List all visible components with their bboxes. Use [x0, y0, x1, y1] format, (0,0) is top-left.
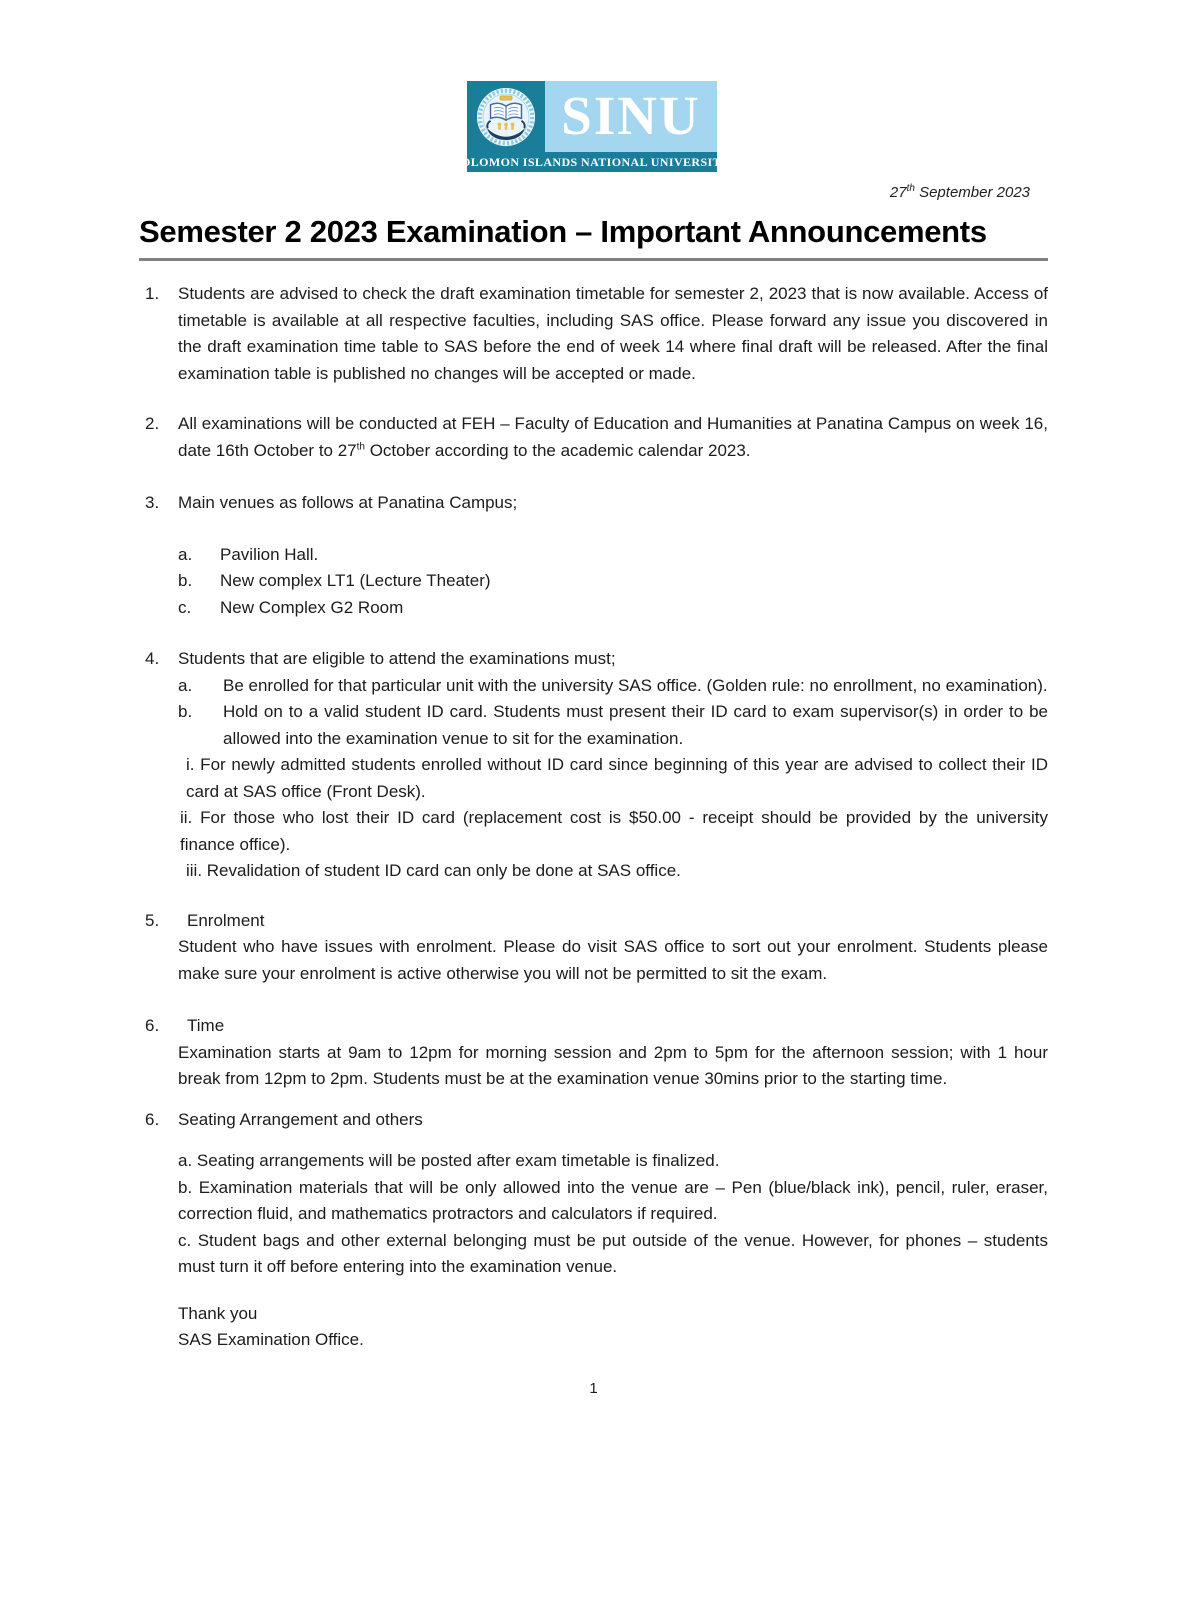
item-5-text: Student who have issues with enrolment. Please do visit SAS office to sort out your enrolment. Students please make sure your enrolment is active otherwise you will not be permitted to sit the exam. — [178, 937, 1048, 983]
date-line — [0, 184, 1187, 201]
item-2-ordinal: th — [356, 440, 365, 452]
item-6-text: Examination starts at 9am to 12pm for morning session and 2pm to 5pm for the afternoon session; with 1 hour break from 12pm to 2pm. Students must be at the examination venue 30mins prior to the starting time. — [178, 1042, 1048, 1089]
closing-block — [139, 1301, 1048, 1354]
list-item-2 — [139, 411, 1048, 464]
list-item-5 — [139, 908, 1048, 935]
venue-b-letter: b. — [178, 571, 193, 591]
closing-signature: SAS Examination Office. — [178, 1330, 364, 1350]
item-7-sub-c: c. Student bags and other external belonging must be put outside of the venue. However, for phones – students must turn it off before entering into the examination venue. — [178, 1230, 1048, 1277]
item-4-sub-a-letter: a. — [178, 675, 193, 695]
item-2-text — [178, 411, 1048, 464]
item-4-sub-b-text: Hold on to a valid student ID card. Students must present their ID card to exam supervisor(s) in order to be allowed into the examination venue to sit for the examination. — [223, 702, 1048, 748]
item-7-sub-b: b. Examination materials that will be only allowed into the venue are – Pen (blue/black ink), pencil, ruler, eraser, correction fluid, and mathematics protractors and calculators if required. — [178, 1177, 1048, 1224]
venue-b-text: New complex LT1 (Lecture Theater) — [220, 571, 491, 591]
university-logo — [453, 81, 731, 172]
page-title: Semester 2 2023 Examination – Important Announcements — [139, 215, 1048, 261]
item-3-number: 3. — [145, 493, 160, 513]
logo-acronym-box — [545, 81, 717, 152]
item-4-sub-b — [139, 699, 1048, 752]
logo-banner: SOLOMON ISLANDS NATIONAL UNIVERSITY — [467, 152, 717, 172]
venue-list — [139, 542, 1048, 622]
list-item-1 — [139, 281, 1048, 387]
item-7-sub-list — [139, 1148, 1048, 1281]
closing-thanks: Thank you — [178, 1303, 258, 1323]
item-4-sub-a-text: Be enrolled for that particular unit with the university SAS office. (Golden rule: no enrollment, no examination). — [223, 675, 1048, 695]
item-7-number: 6. — [145, 1109, 160, 1129]
item-2-number: 2. — [145, 414, 160, 434]
item-4-note-iii: iii. Revalidation of student ID card can only be done at SAS office. — [186, 861, 681, 881]
list-item-7 — [139, 1107, 1048, 1134]
venue-c-text: New Complex G2 Room — [220, 597, 404, 617]
item-5-heading: Enrolment — [187, 910, 265, 930]
seal-box — [467, 81, 545, 152]
list-item-4 — [139, 646, 1048, 673]
logo-acronym: SINU — [561, 85, 701, 146]
item-3-text: Main venues as follows at Panatina Campus; — [178, 493, 518, 513]
item-1-text: Students are advised to check the draft examination timetable for semester 2, 2023 that is now available. Access of timetable is available at all respective faculties, including SAS office. Please forward any issue you discovered in the draft examination time table to SAS before the end of week 14 where final draft will be released. After the final examination table is published no changes will be accepted or made. — [178, 284, 1048, 383]
venue-item-a — [139, 542, 1048, 569]
item-4-note-i: i. For newly admitted students enrolled without ID card since beginning of this year are advised to collect their ID card at SAS office (Front Desk). — [186, 755, 1048, 801]
item-1-number: 1. — [145, 284, 160, 304]
item-4-note-ii: ii. For those who lost their ID card (replacement cost is $50.00 - receipt should be provided by the university finance office). — [180, 808, 1048, 854]
item-4-sub-a — [139, 673, 1048, 700]
item-2-text-before: All examinations will be conducted at FEH – Faculty of Education and Humanities at Panatina Campus on week 16, date 16th October to 27 — [178, 414, 1048, 460]
item-4-number: 4. — [145, 649, 160, 669]
page-number: 1 — [589, 1379, 598, 1397]
venue-item-c — [139, 595, 1048, 622]
item-4-sub-b-letter: b. — [178, 702, 193, 722]
list-item-6 — [139, 1013, 1048, 1040]
venue-a-text: Pavilion Hall. — [220, 544, 319, 564]
date-ordinal: th — [906, 183, 915, 194]
item-6-heading: Time — [187, 1016, 225, 1036]
logo-top-row — [467, 81, 717, 152]
document-page — [0, 81, 1187, 1617]
venue-item-b — [139, 568, 1048, 595]
list-item-3 — [139, 490, 1048, 517]
venue-c-letter: c. — [178, 597, 192, 617]
date-rest: September 2023 — [914, 184, 1030, 201]
item-4-text: Students that are eligible to attend the examinations must; — [178, 649, 616, 669]
venue-a-letter: a. — [178, 544, 193, 564]
item-5-number: 5. — [145, 910, 160, 930]
item-2-text-after: October according to the academic calendar 2023. — [364, 440, 751, 460]
item-6-number: 6. — [145, 1016, 160, 1036]
university-seal-icon — [476, 87, 536, 147]
item-7-sub-a: a. Seating arrangements will be posted after exam timetable is finalized. — [178, 1151, 720, 1171]
date-day: 27 — [889, 184, 907, 201]
document-content — [0, 215, 1187, 1402]
item-7-heading: Seating Arrangement and others — [178, 1109, 423, 1129]
